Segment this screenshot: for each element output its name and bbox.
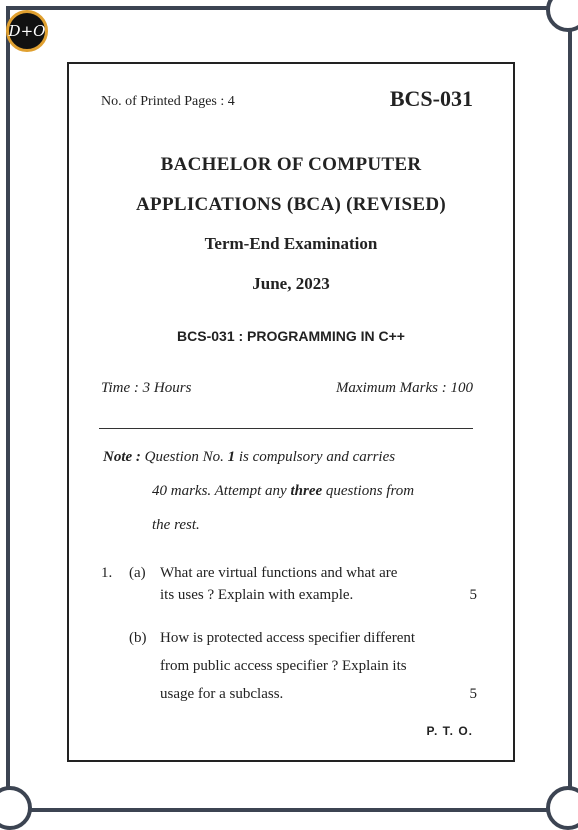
note-text: questions from (322, 483, 415, 499)
corner-decoration (546, 786, 578, 830)
corner-decoration (0, 786, 32, 830)
exam-date: June, 2023 (252, 274, 330, 293)
exam-title: Term-End Examination (204, 234, 378, 253)
note-text: is compulsory and carries (235, 449, 396, 465)
note-text: three (290, 483, 323, 499)
instructions-note (103, 440, 477, 542)
maximum-marks: Maximum Marks : 100 (335, 380, 473, 396)
printed-pages: No. of Printed Pages : 4 (101, 94, 235, 109)
question-text: How is protected access specifier different (160, 630, 416, 646)
note-text: Question No. (144, 449, 228, 465)
please-turn-over: P. T. O. (426, 724, 473, 738)
question-text: usage for a subclass. (160, 686, 284, 702)
question-text: from public access specifier ? Explain its (160, 658, 407, 674)
question-part-label: (a) (129, 565, 146, 581)
divider (99, 428, 473, 429)
note-line (103, 474, 477, 508)
corner-decoration (546, 0, 578, 32)
question-part-label: (b) (129, 630, 147, 646)
degree-title-line2: APPLICATIONS (BCA) (REVISED) (136, 194, 446, 215)
question-marks: 5 (469, 686, 477, 702)
course-code: BCS-031 (389, 86, 473, 111)
question-text: its uses ? Explain with example. (160, 587, 354, 603)
question-marks: 5 (469, 587, 477, 603)
exam-paper (67, 62, 515, 762)
subject-title: BCS-031 : PROGRAMMING IN C++ (177, 328, 405, 344)
note-text: 1 (227, 449, 236, 465)
note-text: 40 marks. Attempt any (152, 483, 291, 499)
question-number: 1. (101, 565, 113, 581)
logo: D+O (6, 10, 48, 52)
time-allowed: Time : 3 Hours (101, 380, 192, 396)
question-text: What are virtual functions and what are (160, 565, 398, 581)
note-text: the rest. (152, 517, 200, 533)
note-label: Note : (103, 449, 141, 465)
degree-title-line1: BACHELOR OF COMPUTER (160, 154, 422, 175)
